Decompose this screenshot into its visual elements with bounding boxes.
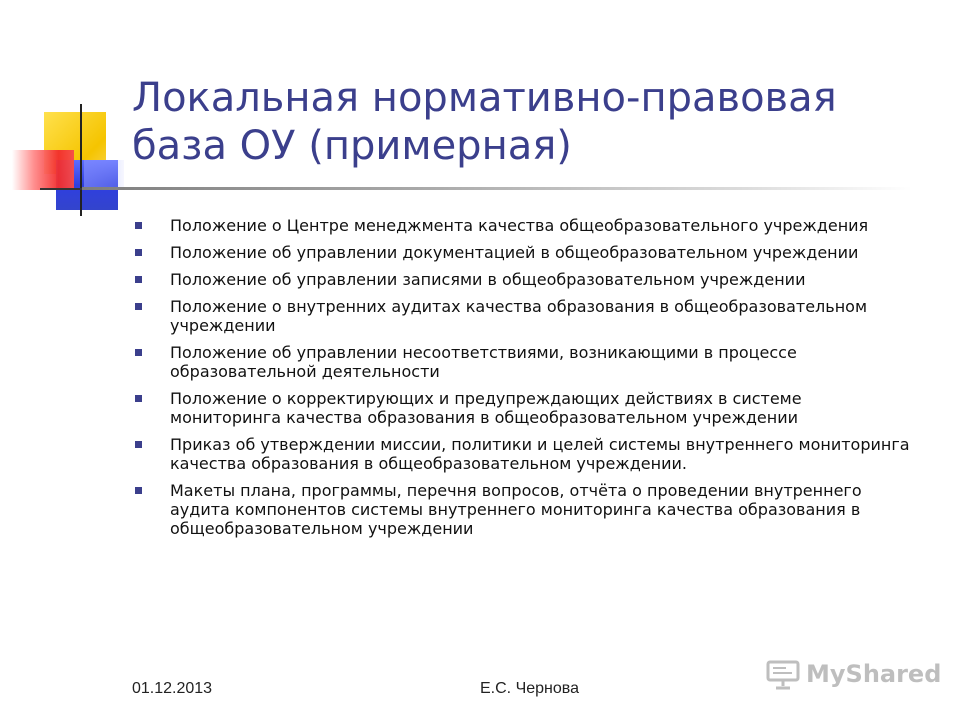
footer-date: 01.12.2013 (132, 680, 213, 697)
watermark-logo (766, 656, 941, 692)
list-item (132, 435, 912, 473)
list-item-text: Положение об управлении записями в общеобразовательном учреждении (170, 270, 806, 289)
bullet-icon (135, 303, 142, 310)
decor-vertical-line (80, 104, 82, 216)
bullet-icon (135, 222, 142, 229)
slide-title: Локальная нормативно-правовая база ОУ (примерная) (132, 75, 837, 169)
list-item (132, 297, 912, 335)
list-item-text: Положение о внутренних аудитах качества образования в общеобразовательном учреждении (170, 297, 868, 335)
presentation-board-icon (766, 658, 800, 690)
list-item-text: Макеты плана, программы, перечня вопросов, отчёта о проведении внутреннего аудита компонентов системы внутреннего мониторинга качества образования в общеобразовательном учреждении (170, 481, 862, 538)
list-item-text: Положение о корректирующих и предупреждающих действиях в системе мониторинга качества образования в общеобразовательном учреждении (170, 389, 802, 427)
list-item-text: Положение об управлении несоответствиями, возникающими в процессе образовательной деятельности (170, 343, 797, 381)
footer-author: Е.С. Чернова (480, 680, 579, 697)
list-item-text: Положение об управлении документацией в общеобразовательном учреждении (170, 243, 859, 262)
bullet-icon (135, 395, 142, 402)
list-item (132, 481, 912, 538)
list-item-text: Приказ об утверждении миссии, политики и целей системы внутреннего мониторинга качества образования в общеобразовательном учреждении. (170, 435, 910, 473)
decor-blue-highlight (84, 160, 124, 190)
bullet-icon (135, 441, 142, 448)
list-item (132, 343, 912, 381)
bullet-icon (135, 487, 142, 494)
list-item (132, 216, 912, 235)
bullet-icon (135, 249, 142, 256)
decor-red-square (12, 150, 74, 190)
list-item (132, 270, 912, 289)
watermark-text: MyShared (806, 660, 942, 688)
title-underline (82, 187, 912, 190)
list-item (132, 389, 912, 427)
list-item (132, 243, 912, 262)
bullet-list (132, 216, 912, 546)
list-item-text: Положение о Центре менеджмента качества общеобразовательного учреждения (170, 216, 869, 235)
bullet-icon (135, 349, 142, 356)
bullet-icon (135, 276, 142, 283)
